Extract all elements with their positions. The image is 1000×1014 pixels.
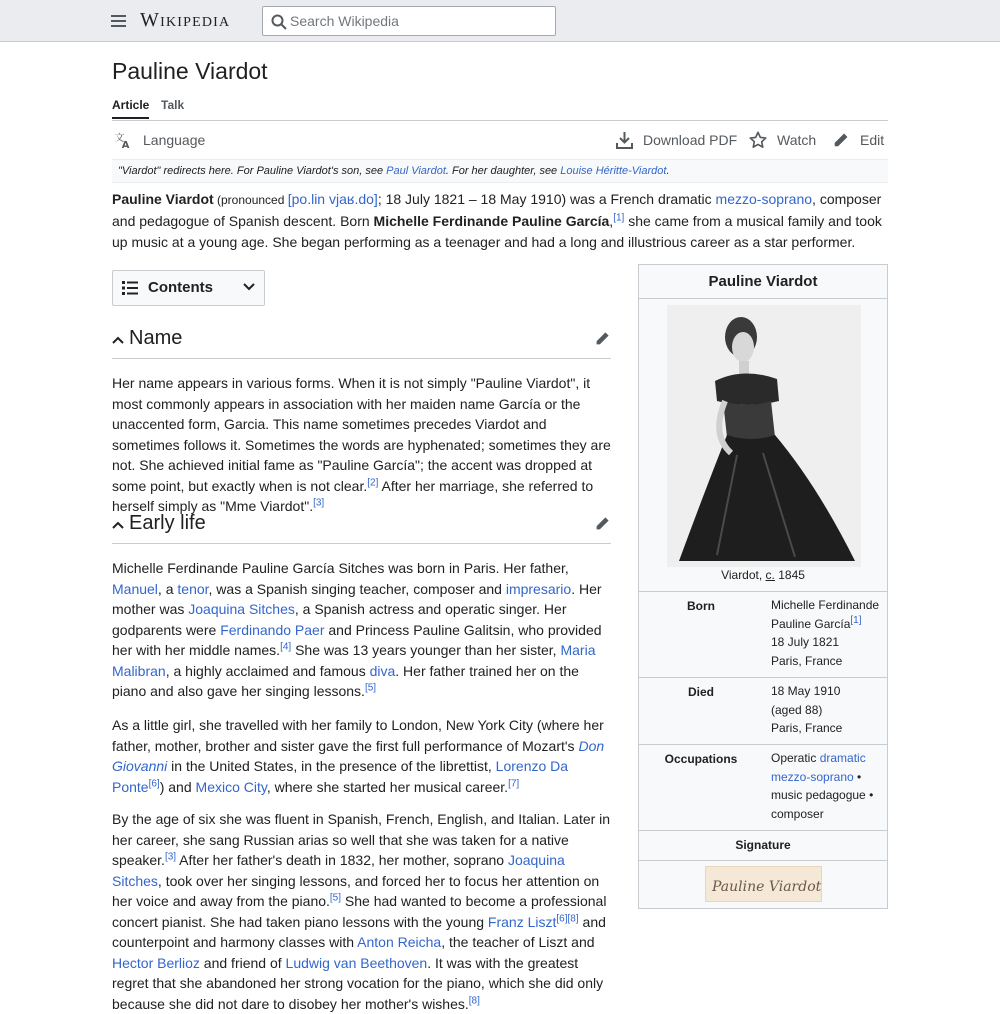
pencil-icon: [833, 131, 850, 148]
chevron-down-icon: [243, 283, 255, 291]
died-value: [771, 682, 881, 738]
page-tabs: [112, 96, 888, 121]
link-ferdinando-paer[interactable]: Ferdinando Paer: [220, 621, 325, 638]
infobox-row-died: [639, 677, 887, 744]
occupation-text: composer: [771, 806, 824, 821]
infobox: [638, 264, 888, 909]
link-tenor[interactable]: tenor: [177, 580, 209, 597]
hatnote-text: "Viardot" redirects here. For Pauline Viardot's son, see: [118, 165, 387, 177]
signature-label: Signature: [735, 838, 791, 852]
ref-6[interactable]: [6]: [556, 912, 568, 924]
watch-button[interactable]: [749, 131, 816, 149]
paragraph-text: After her marriage, she referred to herself simply as "Mme Viardot".: [112, 477, 594, 514]
link-franz-liszt[interactable]: Franz Liszt: [487, 913, 557, 930]
language-button[interactable]: [114, 131, 205, 149]
occupation-text: Operatic: [771, 751, 820, 765]
paragraph-text: and friend of: [199, 954, 286, 971]
lead-name: Pauline Viardot: [112, 191, 214, 207]
paragraph-text: , a: [157, 580, 178, 597]
ref-5[interactable]: [5]: [364, 682, 377, 694]
link-dramatic-mezzo-soprano[interactable]: dramatic mezzo-soprano: [771, 751, 866, 784]
signature-image[interactable]: [705, 866, 822, 902]
edit-section-pencil-icon[interactable]: [595, 330, 611, 346]
star-icon: [749, 131, 767, 149]
edit-section-pencil-icon[interactable]: [595, 515, 611, 531]
hatnote-link-paul-viardot[interactable]: Paul Viardot: [386, 165, 446, 177]
tab-article[interactable]: Article: [112, 98, 149, 119]
ipa-link[interactable]: [po.lin vjaʁ.do]: [287, 191, 378, 207]
occupation-separator: •: [865, 788, 874, 802]
paragraph-text: , a Spanish actress and operatic singer. Her godparents were: [112, 601, 567, 638]
edit-label: Edit: [860, 131, 885, 148]
hatnote-text: . For her daughter, see: [445, 165, 561, 177]
infobox-row-born: [639, 591, 887, 677]
link-ludwig-van-beethoven[interactable]: Ludwig van Beethoven: [285, 954, 428, 971]
paragraph-text: Her name appears in various forms. When it is not simply "Pauline Viardot", it most commonly appears in association with her maiden name García or the unaccented form, Garcia. This name sometimes precedes Viardot and sometimes follows it. Sometimes the words are hyphenated; sometimes they are not. She achieved initial fame as "Pauline García"; the accent was dropped at some point, but exactly when is not clear.: [112, 375, 611, 494]
birth-name: Michelle Ferdinande Pauline García: [373, 213, 610, 229]
lead-text: , composer and pedagogue of Spanish descent. Born: [112, 191, 882, 229]
paragraph-text: ) and: [159, 778, 196, 795]
paragraph-text: , where she started her musical career.: [266, 778, 509, 795]
signature-script: Pauline Viardot: [712, 879, 822, 895]
died-date: 18 May 1910: [771, 684, 841, 698]
lead-text: ,: [609, 213, 614, 229]
portrait-drawing: [667, 305, 861, 567]
ref-3[interactable]: [3]: [313, 497, 325, 509]
top-bar: [0, 0, 1000, 42]
paragraph-text: . Her father trained her on the piano and also gave her singing lessons.: [112, 662, 579, 699]
page-title: Pauline Viardot: [112, 58, 268, 84]
search-icon: [271, 14, 287, 30]
chevron-up-icon[interactable]: [112, 336, 124, 344]
download-pdf-label: Download PDF: [643, 132, 738, 148]
born-name: Michelle Ferdinande Pauline García: [771, 598, 880, 631]
ref-5[interactable]: [5]: [329, 892, 342, 904]
svg-text:文: 文: [114, 132, 125, 144]
born-place: Paris, France: [771, 653, 843, 668]
ref-6[interactable]: [6]: [148, 777, 160, 789]
born-value: [771, 596, 881, 670]
link-hector-berlioz[interactable]: Hector Berlioz: [112, 954, 200, 971]
infobox-row-occupations: [639, 744, 887, 830]
caption-text: Viardot,: [721, 568, 766, 582]
link-mexico-city[interactable]: Mexico City: [195, 778, 267, 795]
lead-paragraph: [112, 189, 888, 253]
died-age: (aged 88): [771, 702, 823, 717]
ref-4[interactable]: [4]: [280, 641, 292, 653]
svg-text:A: A: [121, 140, 130, 149]
link-manuel[interactable]: Manuel: [112, 580, 158, 597]
portrait-image[interactable]: [667, 305, 861, 567]
died-place: Paris, France: [771, 721, 843, 735]
pronounced-label: (pronounced: [213, 193, 288, 207]
paragraph-text: , the teacher of Liszt and: [441, 934, 595, 950]
paragraph-text: and counterpoint and harmony classes with: [112, 913, 606, 950]
search-box[interactable]: [262, 6, 556, 36]
search-input[interactable]: [290, 11, 550, 31]
born-date: 18 July 1821: [771, 635, 840, 649]
list-icon: [122, 281, 138, 295]
wikipedia-wordmark[interactable]: Wikipedia: [140, 9, 231, 31]
tab-talk[interactable]: Talk: [161, 98, 185, 112]
link-diva[interactable]: diva: [369, 662, 396, 679]
download-pdf-button[interactable]: [616, 131, 737, 149]
page-toolbar: [112, 124, 888, 158]
link-anton-reicha[interactable]: Anton Reicha: [357, 934, 442, 950]
chevron-up-icon[interactable]: [112, 521, 124, 529]
infobox-row-signature-head: [639, 830, 887, 860]
hatnote: [112, 159, 888, 183]
download-icon: [616, 131, 633, 149]
caption-text: 1845: [774, 568, 805, 582]
edit-button[interactable]: [833, 131, 884, 148]
caption-circa: c.: [765, 568, 775, 582]
language-label: Language: [143, 132, 206, 148]
contents-toggle[interactable]: [112, 270, 265, 306]
lead-text: ; 18 July 1821 – 18 May 1910) was a French dramatic: [377, 191, 716, 207]
paragraph-text: in the United States, in the presence of the librettist,: [167, 758, 496, 774]
early-life-paragraph-3: [112, 809, 611, 1014]
paragraph-text: , took over her singing lessons, and forced her to focus her attention on her voice and away from the piano.: [112, 872, 600, 909]
ref-8[interactable]: [8]: [567, 912, 579, 924]
ref-1[interactable]: [1]: [613, 212, 625, 224]
paragraph-text: and Princess Pauline Galitsin, who provided her with her middle names.: [112, 621, 602, 658]
ref-3[interactable]: [3]: [164, 851, 177, 863]
link-maria-malibran[interactable]: Maria Malibran: [112, 642, 596, 679]
early-life-paragraph-1: [112, 558, 611, 702]
contents-label: Contents: [148, 279, 213, 296]
paragraph-text: Michelle Ferdinande Pauline García Sitches was born in Paris. Her father,: [112, 560, 569, 576]
ref-2[interactable]: [2]: [367, 476, 379, 488]
section-title-early-life: Early life: [129, 512, 206, 534]
paragraph-text: , a highly acclaimed and famous: [165, 662, 370, 679]
born-label: Born: [687, 599, 715, 613]
paragraph-text: She was 13 years younger than her sister,: [291, 642, 561, 658]
paragraph-text: She had wanted to become a professional concert pianist. She had taken piano lessons with the young: [112, 893, 607, 930]
died-label: Died: [687, 685, 714, 699]
infobox-divider: [639, 860, 887, 861]
occupations-value: [771, 749, 881, 823]
ref-8[interactable]: [8]: [468, 994, 480, 1006]
section-heading-name: [112, 325, 611, 359]
early-life-paragraph-2: [112, 715, 611, 797]
hatnote-text: .: [666, 165, 670, 177]
occupation-text: music pedagogue: [771, 788, 866, 802]
hatnote-link-louise-heritte-viardot[interactable]: Louise Héritte-Viardot: [560, 165, 667, 177]
signature-drawing: [706, 867, 823, 903]
lead-text: she came from a musical family and took up music at a young age. She began performing as a teenager and had a long and illustrious career as a star performer.: [112, 213, 882, 250]
paragraph-text: , was a Spanish singing teacher, composer and: [208, 580, 506, 597]
watch-label: Watch: [777, 132, 817, 148]
link-impresario[interactable]: impresario: [505, 580, 572, 597]
link-joaquina-sitches[interactable]: Joaquina Sitches: [112, 852, 565, 889]
main-menu-icon[interactable]: [110, 12, 128, 30]
name-paragraph: [112, 373, 611, 517]
link-mezzo-soprano[interactable]: mezzo-soprano: [715, 191, 813, 207]
infobox-title: Pauline Viardot: [639, 265, 887, 299]
portrait-caption: [639, 568, 887, 582]
paragraph-text: After her father's death in 1832, her mother, soprano: [176, 852, 508, 868]
ref-1[interactable]: [1]: [850, 614, 862, 626]
paragraph-text: . It was with the greatest regret that she abandoned her strong vocation for the piano, which she did only because she did not dare to disobey her mother's wishes.: [112, 954, 604, 1012]
paragraph-text: By the age of six she was fluent in Spanish, French, English, and Italian. Later in her career, she sang Russian arias so well that she was taken for a native speaker.: [112, 811, 611, 868]
paragraph-text: . Her mother was: [112, 580, 602, 617]
section-heading-early-life: [112, 510, 611, 544]
paragraph-text: As a little girl, she travelled with her family to London, New York City (where her father, mother, brother and sister gave the first full performance of Mozart's: [112, 717, 604, 754]
link-lorenzo-da-ponte[interactable]: Lorenzo Da Ponte: [112, 758, 569, 795]
ref-7[interactable]: [7]: [508, 777, 520, 789]
occupation-separator: •: [853, 769, 862, 784]
link-joaquina-sitches[interactable]: Joaquina Sitches: [188, 601, 295, 617]
occupations-label: Occupations: [664, 752, 738, 766]
language-icon: [114, 131, 133, 149]
section-title-name: Name: [129, 327, 183, 349]
link-don-giovanni[interactable]: Don Giovanni: [112, 737, 605, 774]
